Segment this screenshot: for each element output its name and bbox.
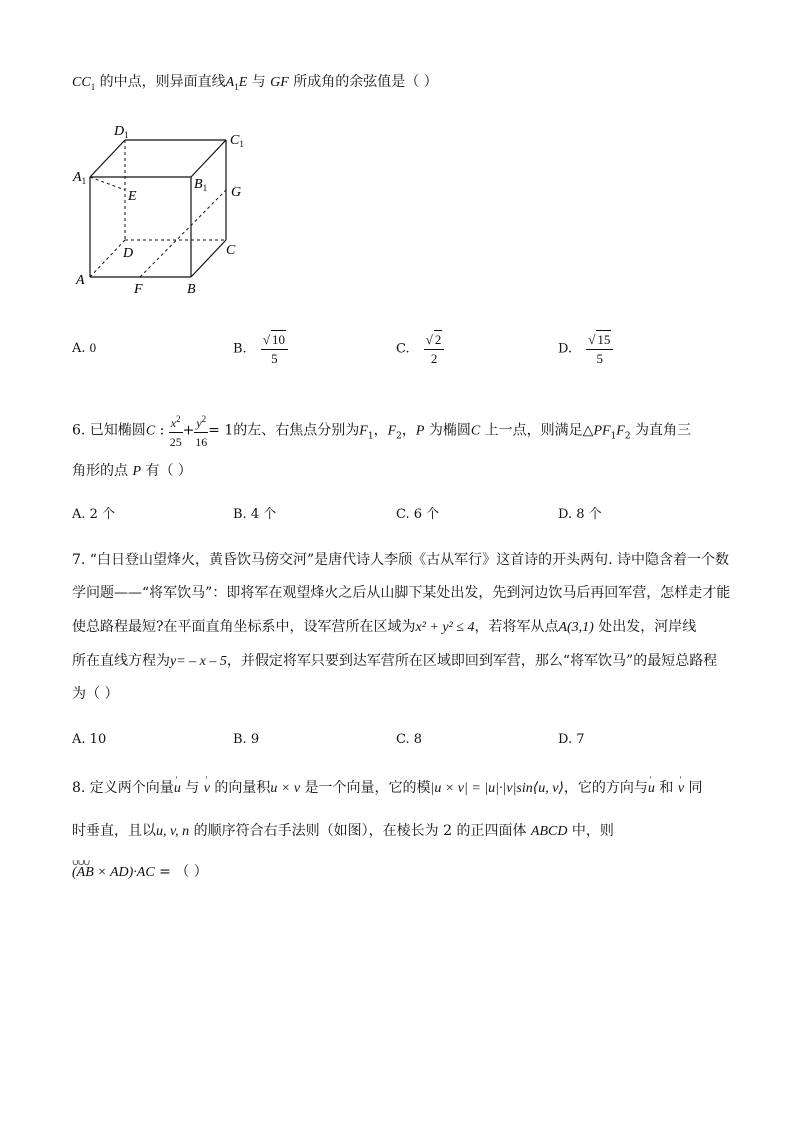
q8-line2: 时垂直，且以u, v, n 的顺序符合右手法则（如图），在棱长为 2 的正四面体 ABCD 中，则: [72, 823, 614, 839]
edge-a1d1: [90, 140, 125, 177]
q7-line3: 使总路程最短?在平面直角坐标系中，设军营所在区域为x² + y² ≤ 4，若将军从点A(3,1) 处出发，河岸线: [72, 619, 697, 635]
edge-b1c1: [191, 140, 226, 177]
cube-figure: [70, 120, 260, 300]
q8-line1: 8. 定义两个向量' u 与 ' v 的向量积u × v 是一个向量，它的模|u × v| = |u|·|v|sin⟨u, v⟩，它的方向与' u 和 ' v 同: [72, 778, 702, 799]
q7-option-c: C. 8: [396, 732, 423, 747]
edge-ad: [90, 240, 125, 277]
svg-text:A: A: [76, 273, 85, 288]
svg-text:B: B: [187, 282, 196, 297]
q5-intro: $CC_1$ 的中点，则异面直线$A_1E$ 与 GF 所成角的余弦值是（ ）: [72, 74, 438, 92]
q6-option-b: B. 4 个: [233, 507, 277, 522]
q5-option-d: D. $\frac{√ 15}{5}$: [558, 330, 613, 368]
q6-option-d: D. 8 个: [558, 507, 602, 522]
svg-text:G: G: [231, 185, 242, 200]
q7-line5: 为（ ）: [72, 686, 119, 702]
svg-text:E: E: [128, 189, 137, 204]
q6-option-a: A. 2 个: [72, 507, 116, 522]
svg-text:A1: $A_1$: [73, 170, 87, 186]
q7-option-b: B. 9: [233, 732, 260, 747]
svg-text:D: D: [123, 246, 134, 261]
svg-text:D1: $D_1$: [114, 124, 129, 140]
q7-line2: 学问题——“将军饮马”：即将军在观望烽火之后从山脚下某处出发，先到河边饮马后再回军营，怎样走才能: [72, 585, 731, 601]
q8-line3: ∪∪∪ (AB × AD)·AC = （ ）: [72, 862, 208, 883]
q6-line2: 角形的点 P 有（ ）: [72, 463, 192, 479]
q7-option-d: D. 7: [558, 732, 585, 747]
q6-line1: 6. 已知椭圆C : $\frac{x^2}{25}$ + $\frac{y^2}{16}$ = 1的左、右焦点分别为$F_1$，$F_2$，P 为椭圆C 上一点，则满足$\triangle PF_1F_2$ 为直角三: [72, 410, 691, 451]
q5-option-b: B. $\frac{√ 10}{5}$: [233, 330, 288, 368]
svg-text:C: C: [226, 243, 236, 258]
edge-bc: [191, 240, 226, 277]
q7-option-a: A. 10: [72, 732, 107, 747]
svg-text:C1: $C_1$: [230, 133, 244, 149]
q5-option-c: C. $\frac{√ 2}{2}$: [396, 330, 444, 368]
q5-option-a: A. 0: [72, 340, 97, 356]
q7-line1: 7. “白日登山望烽火，黄昏饮马傍交河”是唐代诗人李颀《古从军行》这首诗的开头两句. 诗中隐含着一个数: [72, 552, 730, 568]
segment-fg: [140, 190, 226, 277]
q6-option-c: C. 6 个: [396, 507, 440, 522]
q7-line4: 所在直线方程为y= – x – 5，并假定将军只要到达军营所在区域即回到军营，那么“将军饮马”的最短总路程: [72, 653, 718, 669]
svg-text:F: F: [134, 282, 143, 297]
segment-a1e: [90, 177, 125, 190]
svg-text:B1: $B_1$: [194, 177, 208, 193]
